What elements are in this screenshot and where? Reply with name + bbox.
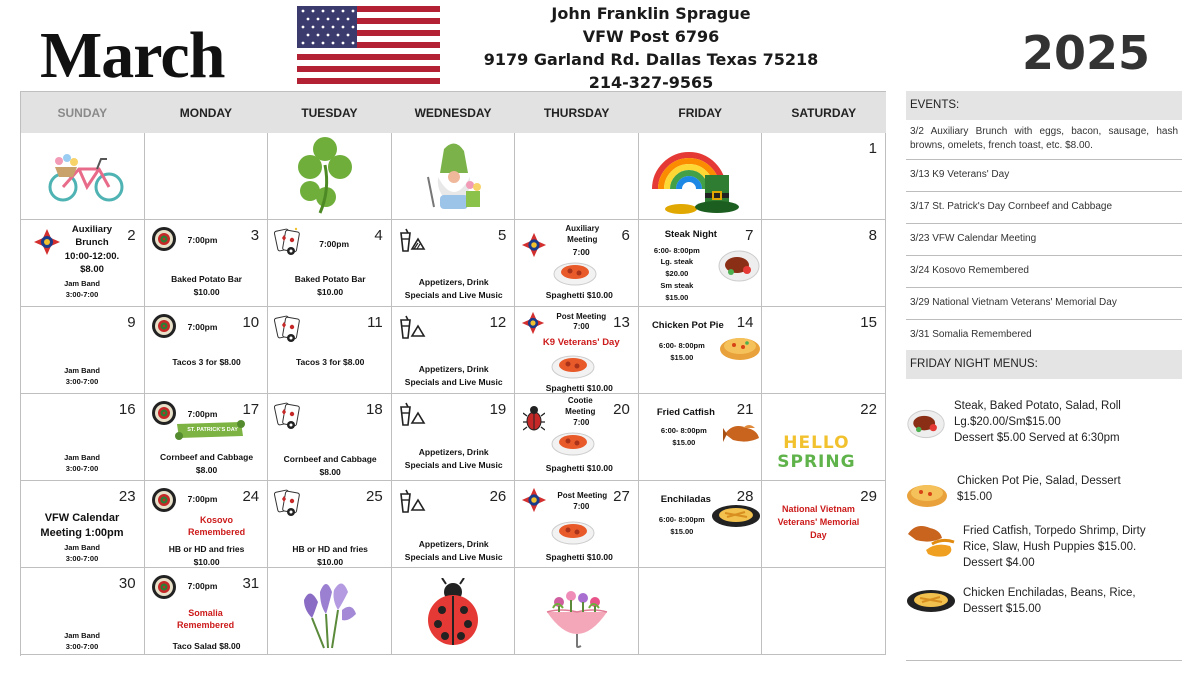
- jam-band-time: 3:00-7:00: [65, 464, 99, 473]
- meeting-time: 7:00: [572, 247, 590, 257]
- event-item: 3/31 Somalia Remembered: [910, 329, 1032, 340]
- menu-line: Chicken Pot Pie, Salad, Dessert: [957, 475, 1121, 487]
- calendar-cell-day-31: [145, 568, 269, 655]
- us-flag-icon: [297, 6, 440, 84]
- k9-veterans-day: K9 Veterans' Day: [542, 337, 620, 348]
- event-price: $10.00: [193, 557, 220, 567]
- calendar-cell-day-11: [268, 307, 392, 394]
- spaghetti-price: Spaghetti $10.00: [545, 552, 613, 562]
- event-price: $15.00: [672, 438, 696, 447]
- jam-band-label: Jam Band: [64, 543, 100, 552]
- spaghetti-plate-icon: [551, 428, 595, 456]
- taco-salad: Taco Salad $8.00: [172, 641, 241, 651]
- steak-plate-icon: [717, 248, 761, 284]
- friday-hours: 6:00- 8:00pm: [658, 341, 705, 350]
- playing-cards-icon: [274, 487, 302, 517]
- spaghetti-price: Spaghetti $10.00: [545, 290, 613, 300]
- event-price: $15.00: [670, 527, 694, 536]
- hb-hd-fries: HB or HD and fries: [168, 544, 245, 554]
- day-number: 10: [242, 314, 260, 331]
- meeting-time: 7:00: [573, 418, 590, 427]
- day-number: 15: [860, 314, 877, 331]
- day-number: 11: [367, 314, 383, 331]
- menu-line: Steak, Baked Potato, Salad, Roll: [954, 400, 1121, 412]
- calendar-cell-day-4: [268, 220, 392, 307]
- appetizers-line-2: Specials and Live Music: [404, 552, 503, 562]
- friday-hours: 6:00- 8:00pm: [658, 515, 705, 524]
- playing-cards-icon: [274, 226, 302, 256]
- event-price: $10.00: [317, 557, 344, 567]
- event-item: 3/2 Auxiliary Brunch with eggs, bacon, sausage, hash browns, omelets, french toast, etc. $8.00.: [906, 120, 1182, 160]
- spaghetti-price: Spaghetti $10.00: [545, 383, 613, 393]
- vfw-emblem-icon: [521, 487, 547, 513]
- day-number: 8: [868, 227, 877, 244]
- day-number: 31: [242, 575, 260, 592]
- calendar-cell-empty: [515, 568, 639, 655]
- auxiliary-meeting-label: Auxiliary Meeting: [565, 224, 600, 244]
- calendar-cell-day-3: [145, 220, 269, 307]
- day-number: 30: [118, 575, 136, 592]
- calendar-cell-day-5: [392, 220, 516, 307]
- hb-hd-fries: HB or HD and fries: [292, 544, 368, 554]
- weekday-monday: MONDAY: [145, 92, 269, 133]
- jam-band-time: 3:00-7:00: [65, 377, 99, 386]
- friday-menus-list: [906, 390, 1182, 661]
- appetizers-line-1: Appetizers, Drink: [418, 364, 489, 374]
- menu-steak: [954, 398, 1121, 446]
- menu-line: Dessert $4.00: [963, 557, 1035, 569]
- calendar-cell-day-2: [21, 220, 145, 307]
- appetizers-line-2: Specials and Live Music: [404, 290, 503, 300]
- umbrella-flowers-icon: [541, 578, 613, 648]
- lg-steak-price: $20.00: [665, 269, 689, 278]
- month-title: March: [40, 19, 225, 92]
- meeting-time: 7:00: [573, 322, 590, 331]
- calendar-cell-day-9: [21, 307, 145, 394]
- baked-potato-bar: Baked Potato Bar: [294, 274, 366, 284]
- event-time: 7:00pm: [187, 322, 218, 332]
- day-number: 27: [613, 488, 630, 505]
- enchiladas-label: Enchiladas: [660, 494, 711, 505]
- drinks-icon: [398, 488, 426, 516]
- spaghetti-price: Spaghetti $10.00: [545, 463, 613, 473]
- event-price: $10.00: [317, 287, 344, 297]
- day-number: 25: [366, 488, 383, 505]
- meeting-time: 7:00: [573, 502, 590, 511]
- dartboard-icon: [151, 313, 177, 339]
- playing-cards-icon: [274, 400, 302, 430]
- brunch-time: 10:00-12:00.: [64, 251, 120, 262]
- menu-chicken-enchiladas: [963, 585, 1136, 617]
- rainbow-leprechaun-hat-icon: [651, 137, 743, 217]
- day-number: 16: [118, 401, 136, 418]
- day-number: 4: [374, 227, 383, 244]
- drinks-icon: [398, 227, 426, 255]
- calendar-cell-day-30: [21, 568, 145, 655]
- gnome-icon: [420, 137, 490, 215]
- menu-chicken-pot-pie: [957, 473, 1121, 505]
- fried-fish-icon: [723, 420, 761, 446]
- day-number: 7: [745, 227, 754, 244]
- calendar-cell-day-7: [639, 220, 763, 307]
- events-panel: [906, 91, 1182, 379]
- vfw-calendar-meeting: VFW Calendar Meeting 1:00pm: [40, 512, 124, 539]
- appetizers-line-1: Appetizers, Drink: [418, 277, 489, 287]
- baked-potato-bar: Baked Potato Bar: [171, 274, 242, 284]
- calendar-cell-day-23: [21, 481, 145, 568]
- year-title: 2025: [1022, 26, 1151, 80]
- crocus-flowers-icon: [298, 574, 362, 652]
- appetizers-line-1: Appetizers, Drink: [418, 447, 489, 457]
- calendar-cell-empty: [762, 568, 886, 655]
- appetizers-line-2: Specials and Live Music: [404, 377, 503, 387]
- jam-band-label: Jam Band: [64, 366, 100, 375]
- weekday-friday: FRIDAY: [639, 92, 763, 133]
- event-price: $10.00: [193, 287, 220, 297]
- steak-plate-icon: [906, 406, 946, 442]
- calendar-cell-day-19: [392, 394, 516, 481]
- menu-line: $15.00: [957, 491, 993, 503]
- kosovo-remembered: Kosovo Remembered: [188, 515, 246, 537]
- sm-steak-price: $15.00: [665, 293, 689, 302]
- calendar-cell-empty: [21, 133, 145, 220]
- day-number: 1: [868, 140, 877, 157]
- day-number: 24: [242, 488, 260, 505]
- event-item: 3/23 VFW Calendar Meeting: [906, 224, 1182, 256]
- calendar-cell-empty: [639, 568, 763, 655]
- lg-steak-label: Lg. steak: [660, 257, 694, 266]
- drinks-icon: [398, 314, 426, 342]
- fried-catfish-shrimp-icon: [906, 520, 956, 560]
- calendar-cell-day-26: [392, 481, 516, 568]
- weekday-header: [21, 92, 886, 133]
- calendar-cell-day-16: [21, 394, 145, 481]
- day-number: 18: [366, 401, 383, 418]
- day-number: 28: [736, 488, 754, 505]
- spaghetti-plate-icon: [551, 351, 595, 379]
- menu-line: Dessert $5.00 Served at 6:30pm: [954, 432, 1120, 444]
- day-number: 29: [860, 488, 877, 505]
- playing-cards-icon: [274, 313, 302, 343]
- day-number: 13: [613, 314, 630, 331]
- calendar-cell-day-6: [515, 220, 639, 307]
- menu-line: Rice, Slaw, Hush Puppies $15.00.: [963, 541, 1137, 553]
- event-time: 7:00pm: [187, 494, 218, 504]
- enchiladas-plate-icon: [906, 588, 956, 614]
- ladybug-icon: [426, 578, 480, 646]
- jam-band-time: 3:00-7:00: [65, 554, 99, 563]
- weekday-wednesday: WEDNESDAY: [392, 92, 516, 133]
- jam-band-time: 3:00-7:00: [65, 642, 99, 651]
- dartboard-icon: [151, 574, 177, 600]
- event-time: 7:00pm: [187, 409, 218, 419]
- post-meeting-label: Post Meeting: [556, 312, 607, 321]
- chicken-pot-pie-label: Chicken Pot Pie: [651, 320, 724, 331]
- vfw-emblem-icon: [521, 232, 547, 258]
- brunch-price: $8.00: [80, 264, 104, 275]
- day-number: 20: [613, 401, 630, 418]
- hello-text: HELLO: [783, 433, 850, 453]
- calendar-cell-day-1: [762, 133, 886, 220]
- address: 9179 Garland Rd. Dallas Texas 75218: [483, 50, 819, 69]
- cootie-bug-icon: [523, 404, 545, 432]
- phone: 214-327-9565: [588, 73, 714, 92]
- event-item: 3/17 St. Patrick's Day Cornbeef and Cabbage: [906, 192, 1182, 224]
- day-number: 12: [489, 314, 507, 331]
- post-name: VFW Post 6796: [582, 27, 720, 46]
- dartboard-icon: [151, 400, 177, 426]
- day-number: 6: [621, 227, 630, 244]
- event-time: 7:00pm: [187, 581, 218, 591]
- friday-hours: 6:00- 8:00pm: [653, 246, 700, 255]
- calendar-cell-empty: [392, 568, 516, 655]
- calendar-cell-day-21: [639, 394, 763, 481]
- jam-band-label: Jam Band: [64, 631, 100, 640]
- organization-info: [470, 2, 832, 94]
- calendar-cell-day-10: [145, 307, 269, 394]
- calendar-cell-empty: [268, 133, 392, 220]
- calendar-cell-empty: [639, 133, 763, 220]
- cornbeef-cabbage: Cornbeef and Cabbage: [160, 452, 254, 462]
- cornbeef-cabbage: Cornbeef and Cabbage: [283, 454, 377, 464]
- jam-band-label: Jam Band: [64, 279, 100, 288]
- national-vietnam-veterans-day: National Vietnam Veterans' Memorial Day: [777, 504, 860, 540]
- day-number: 3: [250, 227, 260, 244]
- appetizers-line-2: Specials and Live Music: [404, 460, 503, 470]
- spring-text: SPRING: [777, 452, 856, 472]
- day-number: 17: [242, 401, 260, 418]
- event-item: 3/13 K9 Veterans' Day: [906, 160, 1182, 192]
- calendar-cell-day-25: [268, 481, 392, 568]
- calendar-cell-day-24: [145, 481, 269, 568]
- event-item: 3/24 Kosovo Remembered: [906, 256, 1182, 288]
- day-number: 5: [497, 227, 507, 244]
- calendar-cell-day-17: [145, 394, 269, 481]
- calendar-cell-day-8: [762, 220, 886, 307]
- day-number: 9: [127, 314, 136, 331]
- friday-hours: 6:00- 8:00pm: [660, 426, 707, 435]
- dartboard-icon: [151, 487, 177, 513]
- day-number: 23: [118, 488, 136, 505]
- calendar-cell-day-15: [762, 307, 886, 394]
- day-number: 2: [127, 227, 136, 244]
- weekday-thursday: THURSDAY: [515, 92, 639, 133]
- event-price: $8.00: [195, 465, 218, 475]
- spaghetti-plate-icon: [553, 258, 597, 286]
- calendar-cell-day-29: [762, 481, 886, 568]
- bicycle-flowers-icon: [47, 145, 125, 205]
- shamrock-icon: [290, 135, 360, 215]
- calendar-cell-day-22: [762, 394, 886, 481]
- event-time: 7:00pm: [187, 235, 218, 245]
- weekday-sunday: SUNDAY: [21, 92, 145, 133]
- enchiladas-plate-icon: [711, 503, 761, 529]
- post-meeting-label: Post Meeting: [557, 491, 608, 500]
- event-price: $15.00: [670, 353, 694, 362]
- calendar-cell-day-18: [268, 394, 392, 481]
- appetizers-line-1: Appetizers, Drink: [418, 539, 489, 549]
- st-patricks-banner-text: ST. PATRICK'S DAY: [187, 427, 238, 433]
- calendar-cell-empty: [392, 133, 516, 220]
- day-number: 14: [736, 314, 754, 331]
- menu-fried-catfish: [963, 523, 1146, 571]
- calendar-cell-empty: [515, 133, 639, 220]
- tacos-special: Tacos 3 for $8.00: [172, 357, 241, 367]
- day-number: 26: [489, 488, 507, 505]
- auxiliary-brunch-label: Auxiliary Brunch: [71, 224, 113, 248]
- calendar-cell-day-14: [639, 307, 763, 394]
- events-header: EVENTS:: [906, 91, 1182, 120]
- pot-pie-icon: [906, 480, 948, 508]
- event-item: 3/29 National Vietnam Veterans' Memorial Day: [906, 288, 1182, 320]
- menu-line: Lg.$20.00/Sm$15.00: [954, 416, 1061, 428]
- calendar-cell-day-20: [515, 394, 639, 481]
- day-number: 21: [736, 401, 754, 418]
- cootie-meeting-label: Cootie Meeting: [565, 396, 596, 416]
- menu-line: Fried Catfish, Torpedo Shrimp, Dirty: [963, 525, 1146, 537]
- pot-pie-icon: [719, 333, 761, 361]
- dartboard-icon: [151, 226, 177, 252]
- day-number: 19: [489, 401, 507, 418]
- calendar-cell-day-27: [515, 481, 639, 568]
- calendar-cell-day-12: [392, 307, 516, 394]
- friday-menus-header: FRIDAY NIGHT MENUS:: [906, 350, 1182, 379]
- calendar-cell-day-28: [639, 481, 763, 568]
- event-time: 7:00pm: [319, 239, 350, 249]
- calendar-cell-day-13: [515, 307, 639, 394]
- spaghetti-plate-icon: [551, 517, 595, 545]
- fried-catfish-label: Fried Catfish: [656, 407, 715, 418]
- event-price: $8.00: [319, 467, 341, 477]
- menu-line: Chicken Enchiladas, Beans, Rice,: [963, 587, 1136, 599]
- weekday-saturday: SATURDAY: [762, 92, 886, 133]
- org-name: John Franklin Sprague: [551, 4, 751, 23]
- tacos-special: Tacos 3 for $8.00: [295, 357, 365, 367]
- calendar-cell-empty: [145, 133, 269, 220]
- steak-night-label: Steak Night: [664, 229, 717, 240]
- day-number: 22: [860, 401, 877, 418]
- menu-line: Dessert $15.00: [963, 603, 1041, 615]
- somalia-remembered: Somalia Remembered: [177, 608, 235, 630]
- jam-band-time: 3:00-7:00: [65, 290, 99, 299]
- sm-steak-label: Sm steak: [660, 281, 694, 290]
- weekday-tuesday: TUESDAY: [268, 92, 392, 133]
- calendar-grid: [20, 91, 886, 656]
- jam-band-label: Jam Band: [64, 453, 100, 462]
- calendar-cell-empty: [268, 568, 392, 655]
- drinks-icon: [398, 401, 426, 429]
- vfw-emblem-icon: [521, 311, 545, 335]
